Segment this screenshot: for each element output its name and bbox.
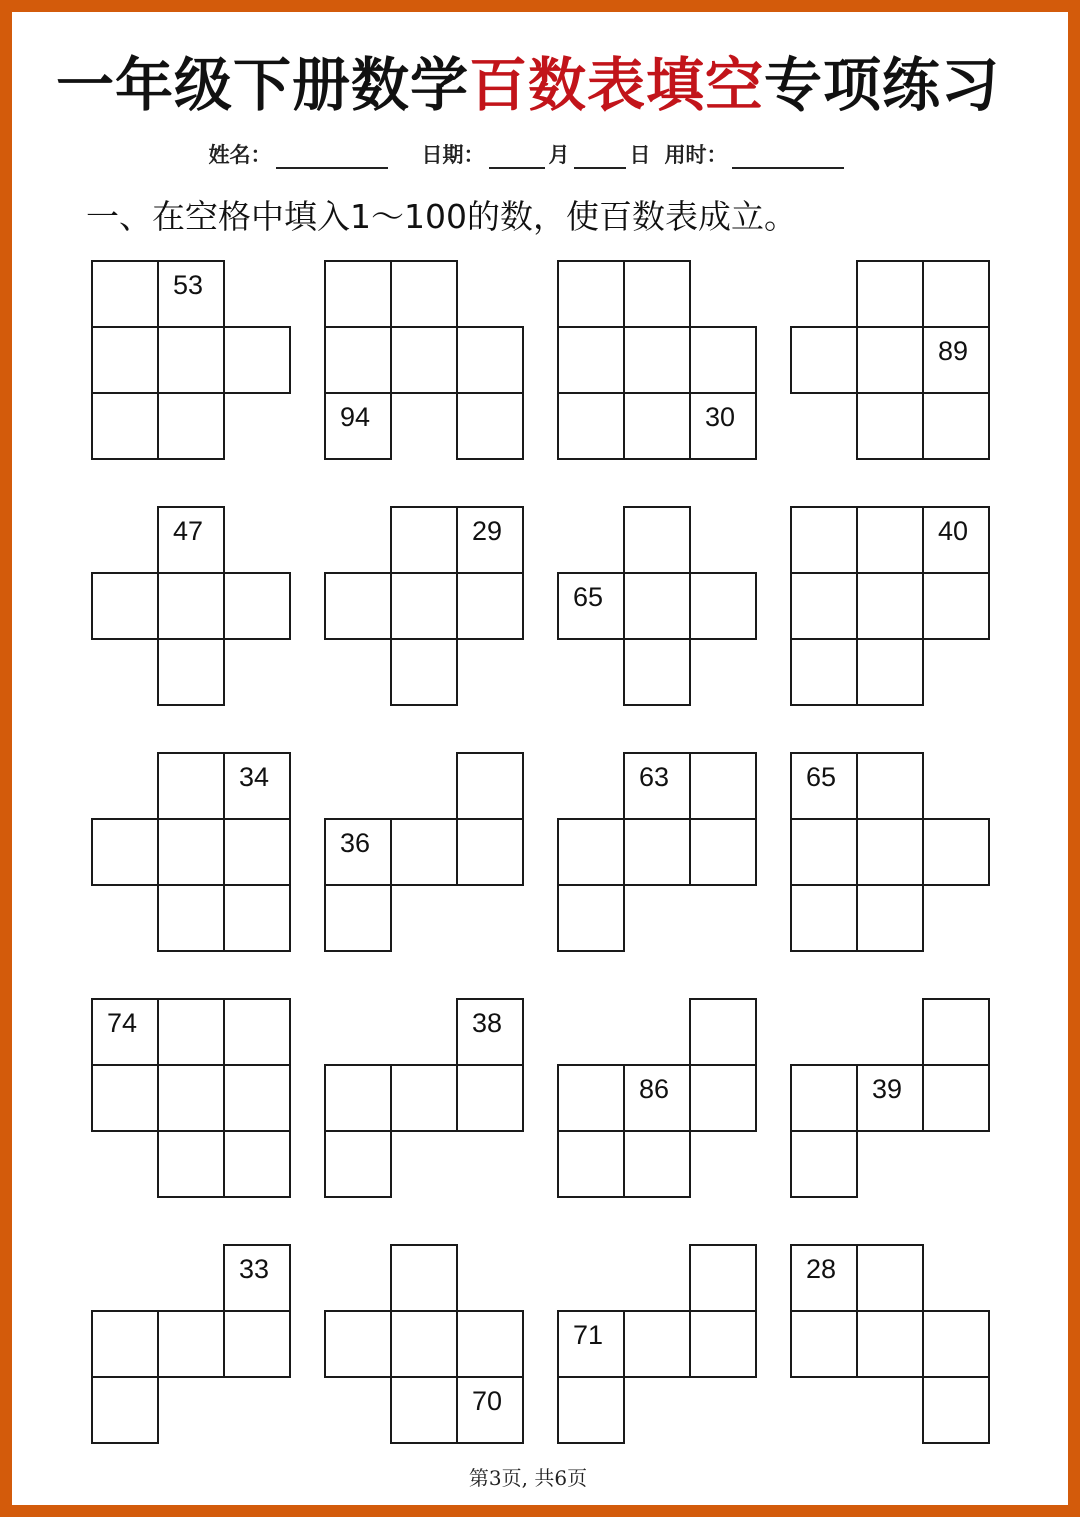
answer-blank-cell[interactable] xyxy=(91,1310,159,1378)
given-number-cell xyxy=(324,818,392,886)
answer-blank-cell[interactable] xyxy=(790,506,858,574)
given-number: 74 xyxy=(107,1008,138,1038)
title-prefix: 一年级下册数学 xyxy=(55,51,469,119)
given-number: 38 xyxy=(472,1008,503,1038)
given-number: 29 xyxy=(472,516,503,546)
question-instruction: 一、在空格中填入1～100的数，使百数表成立。 xyxy=(86,197,797,236)
given-number-cell xyxy=(790,752,858,820)
answer-blank-cell[interactable] xyxy=(157,1130,225,1198)
page-footer: 第3页, 共6页 xyxy=(468,1466,588,1490)
answer-blank-cell[interactable] xyxy=(157,392,225,460)
answer-blank-cell[interactable] xyxy=(689,1064,757,1132)
answer-blank-cell[interactable] xyxy=(223,1064,291,1132)
given-number: 71 xyxy=(573,1320,604,1350)
answer-blank-cell[interactable] xyxy=(922,1376,990,1444)
answer-blank-cell[interactable] xyxy=(922,260,990,328)
answer-blank-cell[interactable] xyxy=(790,1310,858,1378)
answer-blank-cell[interactable] xyxy=(856,884,924,952)
answer-blank-cell[interactable] xyxy=(856,752,924,820)
given-number: 40 xyxy=(938,516,969,546)
answer-blank-cell[interactable] xyxy=(223,1130,291,1198)
given-number: 70 xyxy=(472,1386,503,1416)
answer-blank-cell[interactable] xyxy=(922,392,990,460)
answer-blank-cell[interactable] xyxy=(623,1130,691,1198)
given-number-cell xyxy=(856,1064,924,1132)
answer-blank-cell[interactable] xyxy=(689,572,757,640)
answer-blank-cell[interactable] xyxy=(157,572,225,640)
answer-blank-cell[interactable] xyxy=(689,752,757,820)
answer-blank-cell[interactable] xyxy=(390,638,458,706)
answer-blank-cell[interactable] xyxy=(557,260,625,328)
answer-blank-cell[interactable] xyxy=(922,572,990,640)
answer-blank-cell[interactable] xyxy=(856,326,924,394)
given-number-cell xyxy=(456,1376,524,1444)
answer-blank-cell[interactable] xyxy=(91,572,159,640)
answer-blank-cell[interactable] xyxy=(157,998,225,1066)
given-number-cell xyxy=(456,998,524,1066)
answer-blank-cell[interactable] xyxy=(223,884,291,952)
answer-blank-cell[interactable] xyxy=(922,1310,990,1378)
given-number-cell xyxy=(790,1244,858,1312)
answer-blank-cell[interactable] xyxy=(390,326,458,394)
answer-blank-cell[interactable] xyxy=(91,1064,159,1132)
answer-blank-cell[interactable] xyxy=(390,1064,458,1132)
answer-blank-cell[interactable] xyxy=(91,392,159,460)
answer-blank-cell[interactable] xyxy=(856,1244,924,1312)
given-number-cell xyxy=(557,572,625,640)
answer-blank-cell[interactable] xyxy=(623,572,691,640)
answer-blank-cell[interactable] xyxy=(157,884,225,952)
answer-blank-cell[interactable] xyxy=(456,818,524,886)
answer-blank-cell[interactable] xyxy=(790,1064,858,1132)
answer-blank-cell[interactable] xyxy=(557,1064,625,1132)
answer-blank-cell[interactable] xyxy=(623,1310,691,1378)
answer-blank-cell[interactable] xyxy=(223,818,291,886)
given-number-cell xyxy=(223,752,291,820)
given-number-cell xyxy=(557,1310,625,1378)
answer-blank-cell[interactable] xyxy=(157,326,225,394)
answer-blank-cell[interactable] xyxy=(623,260,691,328)
given-number: 30 xyxy=(705,402,736,432)
answer-blank-cell[interactable] xyxy=(390,818,458,886)
page-title xyxy=(0,38,1068,122)
answer-blank-cell[interactable] xyxy=(91,818,159,886)
given-number-cell xyxy=(157,260,225,328)
given-number: 34 xyxy=(239,762,270,792)
answer-blank-cell[interactable] xyxy=(157,818,225,886)
answer-blank-cell[interactable] xyxy=(790,572,858,640)
given-number-cell xyxy=(922,326,990,394)
answer-blank-cell[interactable] xyxy=(557,1376,625,1444)
answer-blank-cell[interactable] xyxy=(324,260,392,328)
answer-blank-cell[interactable] xyxy=(623,392,691,460)
title-highlight: 百数表填空 xyxy=(468,51,764,119)
answer-blank-cell[interactable] xyxy=(623,326,691,394)
answer-blank-cell[interactable] xyxy=(623,506,691,574)
given-number-cell xyxy=(324,392,392,460)
time-blank[interactable] xyxy=(732,145,844,169)
answer-blank-cell[interactable] xyxy=(922,1064,990,1132)
answer-blank-cell[interactable] xyxy=(557,1130,625,1198)
answer-blank-cell[interactable] xyxy=(856,638,924,706)
answer-blank-cell[interactable] xyxy=(456,1064,524,1132)
answer-blank-cell[interactable] xyxy=(324,1064,392,1132)
name-blank[interactable] xyxy=(276,145,388,169)
date-label: 日期： xyxy=(421,143,485,167)
answer-blank-cell[interactable] xyxy=(157,752,225,820)
answer-blank-cell[interactable] xyxy=(689,818,757,886)
time-label: 用时： xyxy=(664,143,728,167)
answer-blank-cell[interactable] xyxy=(790,638,858,706)
given-number-cell xyxy=(623,1064,691,1132)
answer-blank-cell[interactable] xyxy=(223,998,291,1066)
answer-blank-cell[interactable] xyxy=(689,998,757,1066)
answer-blank-cell[interactable] xyxy=(790,1130,858,1198)
given-number: 47 xyxy=(173,516,204,546)
given-number-cell xyxy=(91,998,159,1066)
given-number: 65 xyxy=(806,762,837,792)
answer-blank-cell[interactable] xyxy=(456,1310,524,1378)
answer-blank-cell[interactable] xyxy=(324,1310,392,1378)
answer-blank-cell[interactable] xyxy=(557,326,625,394)
answer-blank-cell[interactable] xyxy=(390,1310,458,1378)
student-info-row xyxy=(0,139,1068,169)
answer-blank-cell[interactable] xyxy=(91,260,159,328)
month-blank[interactable] xyxy=(489,145,545,169)
given-number-cell xyxy=(623,752,691,820)
answer-blank-cell[interactable] xyxy=(856,506,924,574)
given-number: 86 xyxy=(639,1074,670,1104)
answer-blank-cell[interactable] xyxy=(324,1130,392,1198)
answer-blank-cell[interactable] xyxy=(557,392,625,460)
name-label: 姓名： xyxy=(208,143,272,167)
answer-blank-cell[interactable] xyxy=(223,326,291,394)
answer-blank-cell[interactable] xyxy=(390,260,458,328)
given-number: 36 xyxy=(340,828,371,858)
given-number: 53 xyxy=(173,270,204,300)
answer-blank-cell[interactable] xyxy=(557,818,625,886)
answer-blank-cell[interactable] xyxy=(790,884,858,952)
answer-blank-cell[interactable] xyxy=(324,884,392,952)
given-number-cell xyxy=(689,392,757,460)
given-number: 94 xyxy=(340,402,371,432)
day-label: 日 xyxy=(629,143,651,167)
title-suffix: 专项练习 xyxy=(764,51,1001,119)
answer-blank-cell[interactable] xyxy=(790,326,858,394)
given-number-cell xyxy=(157,506,225,574)
given-number-cell xyxy=(456,506,524,574)
answer-blank-cell[interactable] xyxy=(856,572,924,640)
answer-blank-cell[interactable] xyxy=(223,572,291,640)
given-number: 28 xyxy=(806,1254,837,1284)
answer-blank-cell[interactable] xyxy=(557,884,625,952)
answer-blank-cell[interactable] xyxy=(390,572,458,640)
answer-blank-cell[interactable] xyxy=(456,326,524,394)
answer-blank-cell[interactable] xyxy=(856,392,924,460)
answer-blank-cell[interactable] xyxy=(223,1310,291,1378)
given-number: 39 xyxy=(872,1074,903,1104)
answer-blank-cell[interactable] xyxy=(390,1376,458,1444)
answer-blank-cell[interactable] xyxy=(689,1310,757,1378)
answer-blank-cell[interactable] xyxy=(324,326,392,394)
answer-blank-cell[interactable] xyxy=(856,1310,924,1378)
given-number: 33 xyxy=(239,1254,270,1284)
answer-blank-cell[interactable] xyxy=(922,998,990,1066)
answer-blank-cell[interactable] xyxy=(689,1244,757,1312)
day-blank[interactable] xyxy=(574,145,626,169)
answer-blank-cell[interactable] xyxy=(390,506,458,574)
answer-blank-cell[interactable] xyxy=(157,1064,225,1132)
given-number-cell xyxy=(922,506,990,574)
answer-blank-cell[interactable] xyxy=(456,752,524,820)
answer-blank-cell[interactable] xyxy=(157,638,225,706)
answer-blank-cell[interactable] xyxy=(790,818,858,886)
given-number: 63 xyxy=(639,762,670,792)
given-number: 89 xyxy=(938,336,969,366)
month-label: 月 xyxy=(548,143,570,167)
answer-blank-cell[interactable] xyxy=(456,572,524,640)
answer-blank-cell[interactable] xyxy=(157,1310,225,1378)
answer-blank-cell[interactable] xyxy=(623,818,691,886)
answer-blank-cell[interactable] xyxy=(922,818,990,886)
given-number: 65 xyxy=(573,582,604,612)
answer-blank-cell[interactable] xyxy=(456,392,524,460)
answer-blank-cell[interactable] xyxy=(856,818,924,886)
answer-blank-cell[interactable] xyxy=(324,572,392,640)
answer-blank-cell[interactable] xyxy=(689,326,757,394)
answer-blank-cell[interactable] xyxy=(91,326,159,394)
given-number-cell xyxy=(223,1244,291,1312)
answer-blank-cell[interactable] xyxy=(623,638,691,706)
answer-blank-cell[interactable] xyxy=(390,1244,458,1312)
answer-blank-cell[interactable] xyxy=(856,260,924,328)
answer-blank-cell[interactable] xyxy=(91,1376,159,1444)
